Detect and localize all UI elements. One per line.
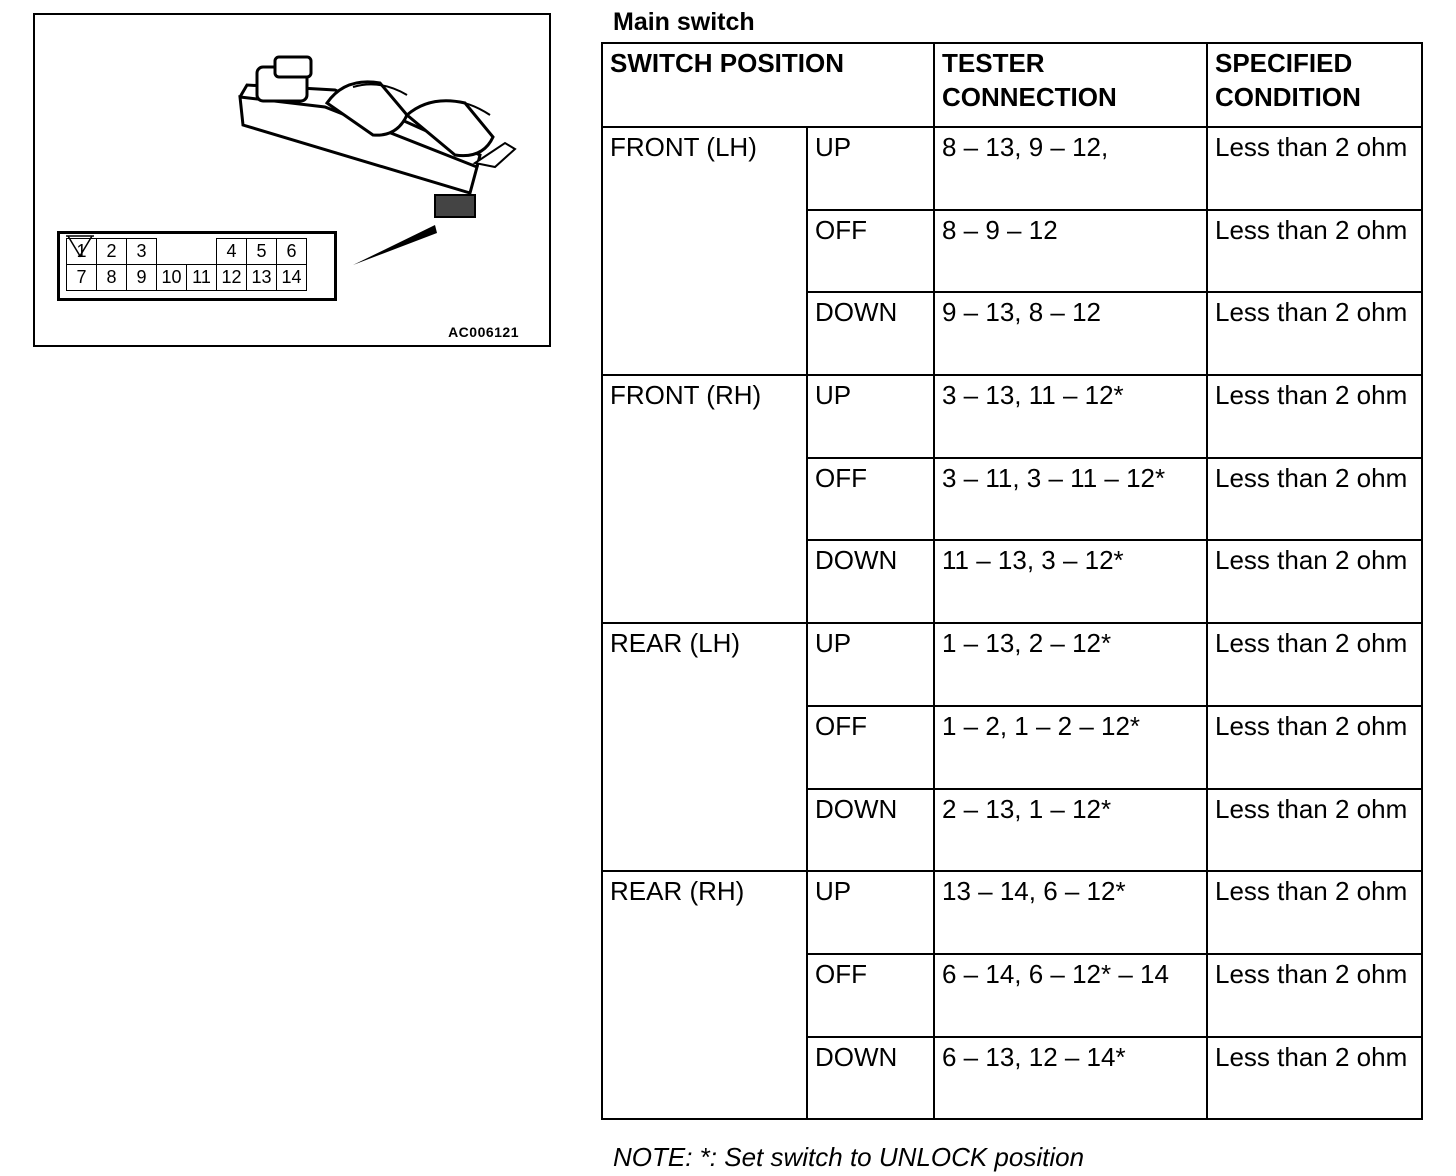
condition-cell: Less than 2 ohm xyxy=(1207,706,1422,789)
pin-cell: 8 xyxy=(97,265,127,291)
position-cell: UP xyxy=(807,871,934,954)
switch-continuity-table xyxy=(601,42,1423,1120)
condition-cell: Less than 2 ohm xyxy=(1207,458,1422,541)
switch-illustration xyxy=(33,13,551,347)
position-cell: OFF xyxy=(807,706,934,789)
switch-group-label: REAR (LH) xyxy=(602,623,807,871)
condition-cell: Less than 2 ohm xyxy=(1207,954,1422,1037)
pin-cell: 6 xyxy=(277,239,307,265)
table-row xyxy=(602,871,1422,954)
connection-cell: 8 – 13, 9 – 12, xyxy=(934,127,1207,210)
condition-cell: Less than 2 ohm xyxy=(1207,127,1422,210)
switch-group-label: FRONT (RH) xyxy=(602,375,807,623)
pin-cell: 2 xyxy=(97,239,127,265)
pin-cell: 11 xyxy=(187,265,217,291)
connection-cell: 1 – 2, 1 – 2 – 12* xyxy=(934,706,1207,789)
section-title: Main switch xyxy=(613,8,755,36)
connection-cell: 1 – 13, 2 – 12* xyxy=(934,623,1207,706)
pin-cell: 10 xyxy=(157,265,187,291)
position-cell: DOWN xyxy=(807,540,934,623)
position-cell: UP xyxy=(807,127,934,210)
pin-cell: 5 xyxy=(247,239,277,265)
connection-cell: 11 – 13, 3 – 12* xyxy=(934,540,1207,623)
table-row xyxy=(602,375,1422,458)
connection-cell: 6 – 14, 6 – 12* – 14 xyxy=(934,954,1207,1037)
switch-group-label: FRONT (LH) xyxy=(602,127,807,375)
position-cell: DOWN xyxy=(807,1037,934,1120)
pin-cell: 12 xyxy=(217,265,247,291)
condition-cell: Less than 2 ohm xyxy=(1207,789,1422,872)
condition-cell: Less than 2 ohm xyxy=(1207,292,1422,375)
condition-cell: Less than 2 ohm xyxy=(1207,623,1422,706)
pin-cell: 9 xyxy=(127,265,157,291)
pin-cell: 1 xyxy=(67,239,97,265)
condition-cell: Less than 2 ohm xyxy=(1207,871,1422,954)
connection-cell: 6 – 13, 12 – 14* xyxy=(934,1037,1207,1120)
connection-cell: 8 – 9 – 12 xyxy=(934,210,1207,293)
table-row xyxy=(602,127,1422,210)
pin-cell: 14 xyxy=(277,265,307,291)
condition-cell: Less than 2 ohm xyxy=(1207,1037,1422,1120)
header-specified-condition: SPECIFIED CONDITION xyxy=(1207,43,1422,127)
connector-key-notch xyxy=(157,239,217,265)
connection-cell: 2 – 13, 1 – 12* xyxy=(934,789,1207,872)
position-cell: UP xyxy=(807,375,934,458)
connection-cell: 9 – 13, 8 – 12 xyxy=(934,292,1207,375)
connection-cell: 3 – 11, 3 – 11 – 12* xyxy=(934,458,1207,541)
header-switch-position: SWITCH POSITION xyxy=(602,43,934,127)
position-cell: OFF xyxy=(807,210,934,293)
pin-cell: 13 xyxy=(247,265,277,291)
figure-code: AC006121 xyxy=(448,324,519,340)
connection-cell: 13 – 14, 6 – 12* xyxy=(934,871,1207,954)
position-cell: DOWN xyxy=(807,292,934,375)
header-row xyxy=(602,43,1422,127)
pin-cell: 4 xyxy=(217,239,247,265)
notch-icon xyxy=(60,234,100,258)
switch-group-label: REAR (RH) xyxy=(602,871,807,1119)
table-row xyxy=(602,623,1422,706)
footnote: NOTE: *: Set switch to UNLOCK position xyxy=(613,1142,1085,1172)
pin-cell: 7 xyxy=(67,265,97,291)
connection-cell: 3 – 13, 11 – 12* xyxy=(934,375,1207,458)
position-cell: OFF xyxy=(807,954,934,1037)
pin-cell: 3 xyxy=(127,239,157,265)
condition-cell: Less than 2 ohm xyxy=(1207,210,1422,293)
position-cell: OFF xyxy=(807,458,934,541)
position-cell: DOWN xyxy=(807,789,934,872)
header-tester-connection: TESTER CONNECTION xyxy=(934,43,1207,127)
pin-table xyxy=(66,238,307,291)
condition-cell: Less than 2 ohm xyxy=(1207,540,1422,623)
position-cell: UP xyxy=(807,623,934,706)
condition-cell: Less than 2 ohm xyxy=(1207,375,1422,458)
connector-pin-diagram xyxy=(57,231,337,301)
